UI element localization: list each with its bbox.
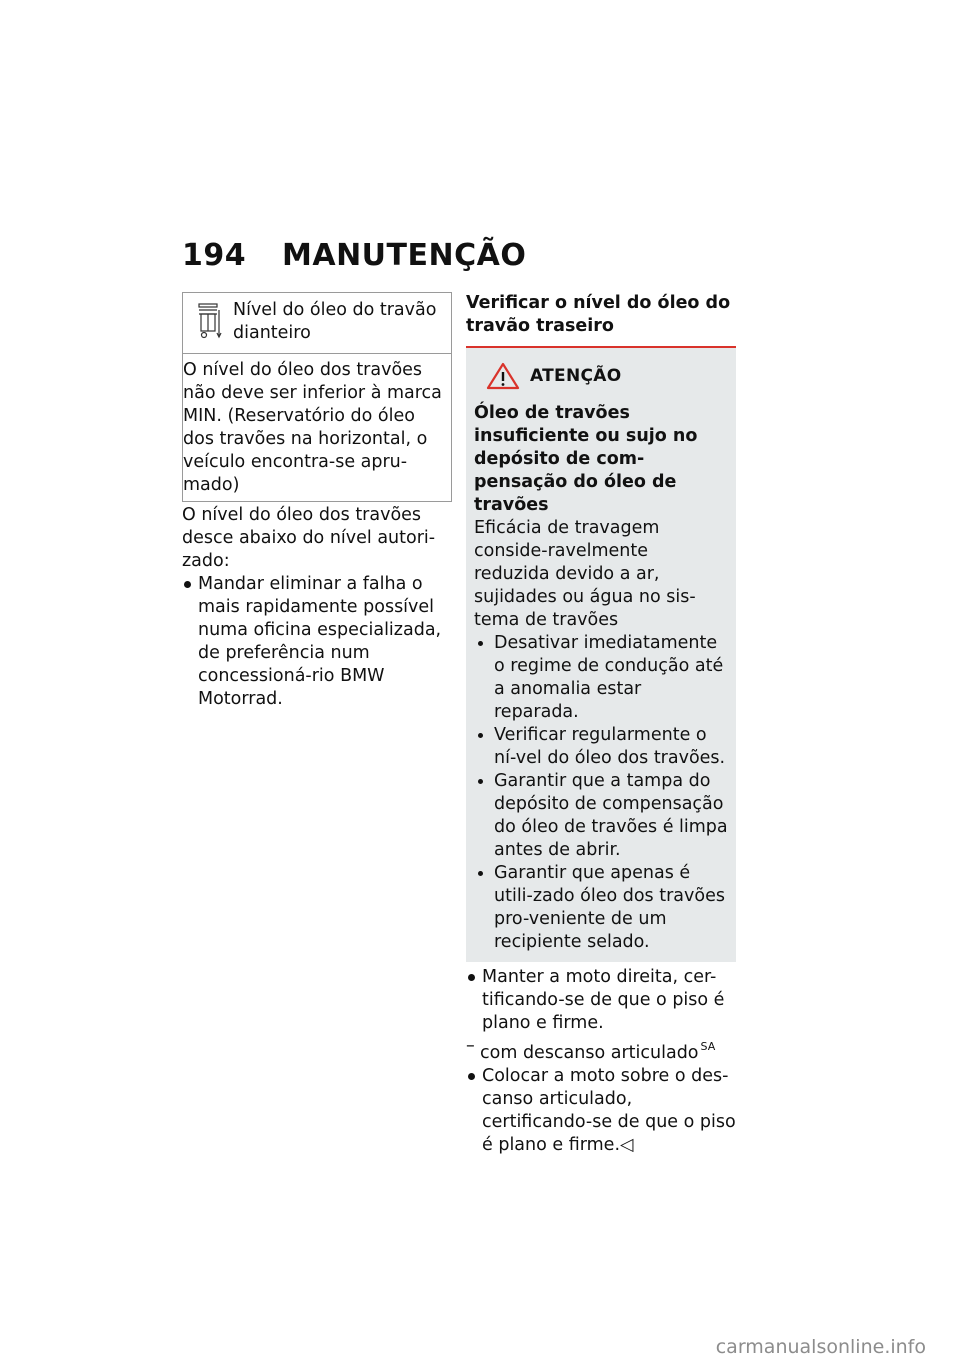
warning-text: Eficácia de travagem conside-ravelmente reduzida devido a ar, sujidades ou água no sis-tema de travões — [474, 518, 696, 630]
warning-triangle-icon — [486, 362, 520, 390]
warning-header — [474, 362, 728, 390]
list-item: Verificar regularmente o ní-vel do óleo dos travões. — [474, 724, 728, 770]
list-item: Desativar imediatamente o regime de condução até a anomalia estar reparada. — [474, 632, 728, 724]
list-item: Garantir que a tampa do depósito de compensação do óleo de travões é limpa antes de abrir. — [474, 770, 728, 862]
right-column — [466, 292, 736, 1157]
info-box-title: Nível do óleo do travão dianteiro — [233, 300, 437, 343]
step-text: Colocar a moto sobre o des-canso articulado, certificando-se de que o piso é plano e firme. — [482, 1066, 736, 1155]
left-bullet-list — [182, 573, 452, 711]
condition-item — [466, 1035, 736, 1065]
left-column — [182, 292, 452, 711]
paragraph: O nível do óleo dos travões desce abaixo do nível autori-zado: — [182, 505, 436, 571]
step-list — [466, 1065, 736, 1157]
watermark: carmanualsonline.info — [715, 1336, 926, 1358]
page-header — [182, 238, 526, 273]
list-item: Manter a moto direita, cer-tificando-se de que o piso é plano e firme. — [466, 966, 736, 1035]
list-item: Mandar eliminar a falha o mais rapidamente possível numa oficina especializada, de preferência num concessioná-rio BMW Motorrad. — [182, 573, 452, 711]
condition-superscript: SA — [700, 1040, 716, 1053]
warning-title: Óleo de travões insuficiente ou sujo no depósito de com-pensação do óleo de travões — [474, 403, 698, 515]
info-box — [182, 292, 452, 502]
list-item — [466, 1065, 736, 1157]
info-box-body: O nível do óleo dos travões não deve ser inferior à marca MIN. (Reservatório do óleo dos travões na horizontal, o veículo encontra-se apru-mado) — [183, 360, 442, 495]
list-item: Garantir que apenas é utili-zado óleo dos travões pro-veniente de um recipiente selado. — [474, 862, 728, 954]
end-mark: ◁ — [620, 1135, 634, 1155]
step-list — [466, 966, 736, 1035]
steps — [466, 966, 736, 1157]
warning-box — [466, 348, 736, 962]
condition-text: com descanso articulado — [480, 1043, 699, 1063]
warning-label: ATENÇÃO — [530, 366, 622, 386]
chapter-title: MANUTENÇÃO — [282, 238, 527, 273]
section-title: Verificar o nível do óleo do travão traseiro — [466, 292, 736, 348]
info-box-header — [183, 293, 451, 354]
brake-fluid-reservoir-icon — [197, 303, 223, 339]
warning-bullet-list — [474, 632, 728, 954]
page-number: 194 — [182, 238, 247, 273]
